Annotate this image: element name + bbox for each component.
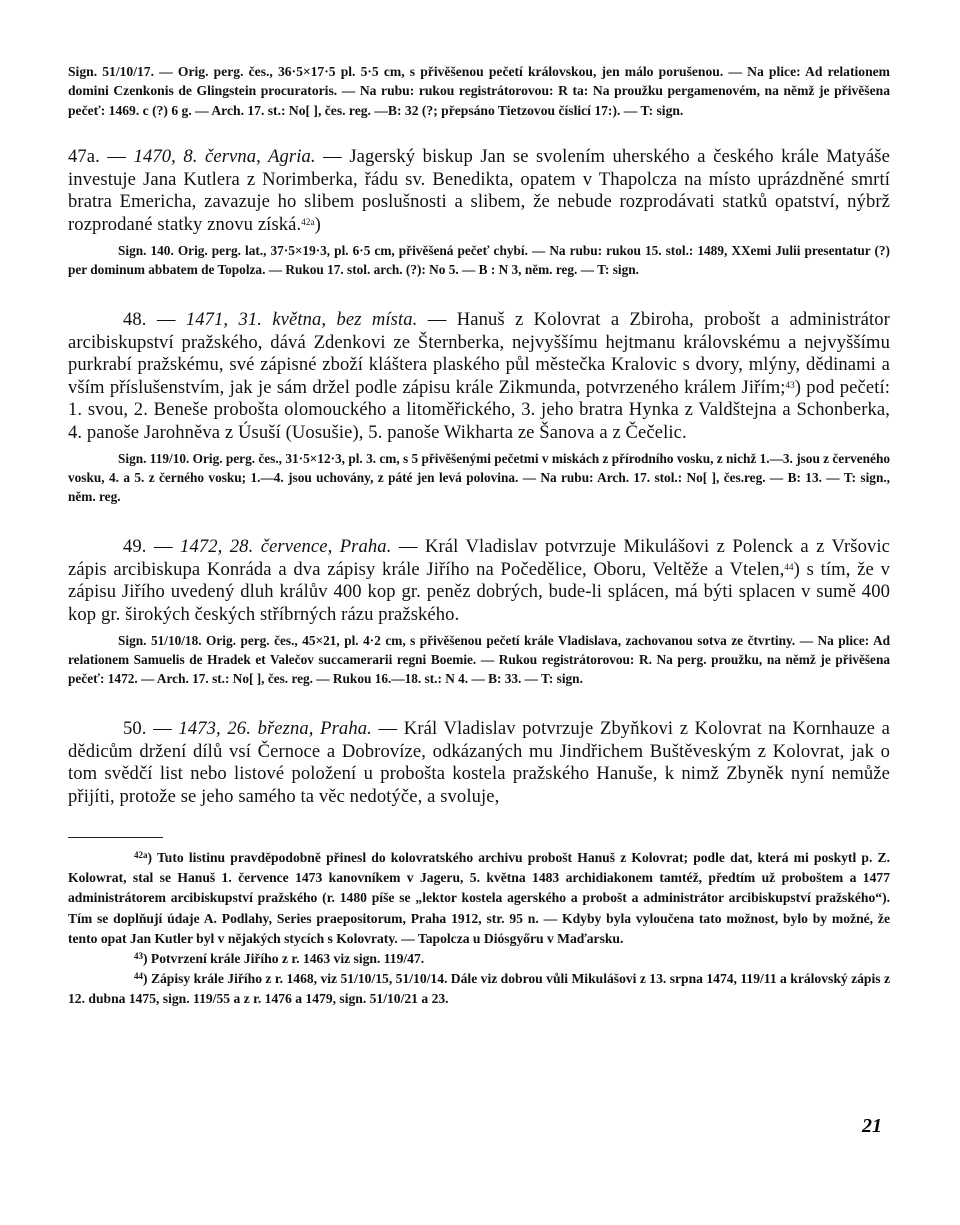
entry-archival-note: Sign. 140. Orig. perg. lat., 37·5×19·3, pl. 6·5 cm, přivěšená pečeť chybí. — Na rubu: rukou 15. stol.: 1489, XXemi Julii presentatur (?) per dominum abbatem de Topolza. — Rukou 17. stol. arch. (?): No 5. — B : N 3, něm. reg. — T: sign. (68, 242, 890, 277)
entry-49 (68, 536, 890, 688)
entry-text-end: ) s tím, že v zápisu Jiřího uvedený dluh králův 400 kop gr. peněz dobrých, bude-li splácen, má býti splacen v sumě 400 kop gr. širokých českých stříbrných rázu pražského. (68, 558, 890, 625)
footnote-text: ) Tuto listinu pravděpodobně přinesl do kolovratského archivu probošt Hanuš z Kolovrat; podle dat, která mi poskytl p. Z. Kolowrat, stal se Hanuš 1. července 1473 kanovníkem v Jageru, 5. května 1483 archidiakonem tamtéž, předtím už proboštem a 1477 administrátorem arcibiskupství pražského (r. 1480 píše se „lektor kostela agerského a probošt a administrátor arcibiskupství pražského“). Tím se doplňují údaje A. Podlahy, Series praepositorum, Praha 1912, str. 95 n. — Kdyby byla vyloučena tato možnost, bylo by možné, že tento opat Jan Kutler byl v nějakých stycích s Kolovraty. — Tapolcza u Diósgyőru v Maďarsku. (68, 850, 890, 946)
entry-text: Král Vladislav potvrzuje Zbyňkovi z Kolovrat na Kornhauze a dědicům držení dílů vsí Černoce a Dobrovíze, odkázaných mu Jindřichem Buštěveským z Kolovrat, jak o tom svědčí list nebo listové položení u probošta kostela pražského Hanuše, k nimž Zbyněk nyní nemůže přijíti, protože se jeho samého ta věc nedotýče, a svoluje, (68, 718, 890, 807)
entry-text-end: ) pod pečetí: 1. svou, 2. Beneše probošta olomouckého a litoměřického, 3. jeho bratra Hynka z Valdštejna a Schonberka, 4. panoše Jarohněva z Úsuší (Uosušie), 5. panoše Wikharta ze Šanova a z Čečelic. (68, 376, 890, 443)
footnote-mark: 42a (134, 850, 148, 861)
entry-regest: 49. — 1472, 28. července, Praha. — Král Vladislav potvrzuje Mikulášovi z Polenck a z Vršovic zápis arcibiskupa Konráda a dva zápisy krále Jiřího na Počedělice, Oboru, Veltěže a Vtelen,$^{44}$) s tím, že v zápisu Jiřího uvedený dluh králův 400 kop gr. peněz dobrých, bude-li splácen, má býti splacen v sumě 400 kop gr. širokých českých stříbrných rázu pražského. (68, 536, 890, 625)
footnote-ref[interactable]: 42a (301, 217, 315, 227)
footnote-mark: 44 (134, 971, 143, 982)
entry-date: 1473, 26. března, Praha. (178, 718, 372, 740)
entry-47a (68, 146, 890, 279)
entry-date: 1471, 31. května, bez místa. (185, 309, 418, 330)
entry-date: 1470, 8. června, Agria. (133, 146, 316, 168)
entry-text: Jagerský biskup Jan se svolením uherského a českého krále Matyáše investuje Jana Kutlera z Norimberka, řádu sv. Benedikta, opatem v Thapolcza na místo uprázdněné smrtí bratra Emericha, zavazuje ho slibem poslušnosti a slibem, že nebude rozprodávati statků opatství, nýbrž rozprodané statky znovu získá. (68, 146, 890, 235)
entry-48 (68, 309, 890, 506)
entry-archival-note: Sign. 51/10/18. Orig. perg. čes., 45×21, pl. 4·2 cm, s přivěšenou pečetí krále Vladislava, zachovanou sotva ze čtvrtiny. — Na plice: Ad relationem Samuelis de Hradek et Valečov succamerarii regni Boemie. — Rukou registrátorovou: R. Na perg. proužku, na němž je přivěšena pečeť: 1472. — Arch. 17. st.: No[ ], čes. reg. — Rukou 16.—18. st.: N 4. — B: 33. — T: sign. (68, 632, 890, 686)
entry-number: 49. (123, 536, 147, 558)
entry-text-end: ) (314, 214, 321, 235)
page-body (68, 62, 890, 1010)
footnote-mark: 43 (134, 951, 143, 962)
footnote-ref[interactable]: 44 (784, 561, 794, 572)
footnote-42a (68, 848, 890, 949)
previous-entry-archival-note: Sign. 51/10/17. — Orig. perg. čes., 36·5×17·5 pl. 5·5 cm, s přivěšenou pečetí královskou, jen málo porušenou. — Na plice: Ad relationem domini Czenkonis de Glingstein procuratoris. — Na rubu: rukou registrátorovou: R ta: Na proužku pergamenovém, na němž je přivěšena pečeť: 1469. c (?) 6 g. — Arch. 17. st.: No[ ], čes. reg. —B: 32 (?; přepsáno Tietzovou číslicí 17:). — T: sign. (68, 64, 890, 118)
footnote-43 (68, 949, 890, 969)
entry-regest: 47a. — 1470, 8. června, Agria. — Jagerský biskup Jan se svolením uherského a českého krále Matyáše investuje Jana Kutlera z Norimberka, řádu sv. Benedikta, opatem v Thapolcza na místo uprázdněné smrtí bratra Emericha, zavazuje ho slibem poslušnosti a slibem, že nebude rozprodávati statků opatství, nýbrž rozprodané statky znovu získá.$^{42a}$) (68, 146, 890, 235)
entry-archival-note: Sign. 119/10. Orig. perg. čes., 31·5×12·3, pl. 3. cm, s 5 přivěšenými pečetmi v miskách z přírodního vosku, z nichž 1.—3. jsou z červeného vosku, 4. a 5. z černého vosku; 1.—4. jsou uchovány, z páté jen levá polovina. — Na rubu: Arch. 17. stol.: No[ ], čes.reg. — B: 13. — T: sign., něm. reg. (68, 450, 890, 504)
entry-date: 1472, 28. července, Praha. (180, 536, 392, 558)
entry-number: 47a. (68, 146, 100, 168)
footnote-text: ) Potvrzení krále Jiřího z r. 1463 viz sign. 119/47. (143, 951, 425, 967)
entry-regest: 48. — 1471, 31. května, bez místa. — Hanuš z Kolovrat a Zbiroha, probošt a administrátor arcibiskupství pražského, dává Zdenkovi ze Šternberka, nejvyššímu hejtmanu královskému a nejvyššímu purkrabí pražskému, své zápisné zboží kláštera plaského půl městečka Kralovic s dvory, mlýny, dědinami a vším příslušenstvím, jak je sám držel podle zápisu krále Zikmunda, potvrzeného králem Jiřím;$^{43}$) pod pečetí: 1. svou, 2. Beneše probošta olomouckého a litoměřického, 3. jeho bratra Hynka z Valdštejna a Schonberka, 4. panoše Jarohněva z Úsuší (Uosušie), 5. panoše Wikharta ze Šanova a z Čečelic. (68, 309, 890, 443)
entry-number: 50. (123, 718, 147, 740)
entry-number: 48. (123, 309, 147, 330)
footnote-44 (68, 969, 890, 1009)
entry-text: Hanuš z Kolovrat a Zbiroha, probošt a administrátor arcibiskupství pražského, dává Zdenkovi ze Šternberka, nejvyššímu hejtmanu královskému a nejvyššímu purkrabí pražskému, své zápisné zboží kláštera plaského půl městečka Kralovic s dvory, mlýny, dědinami a vším příslušenstvím, jak je sám držel podle zápisu krále Zikmunda, potvrzeného králem Jiřím; (68, 309, 890, 398)
footnote-text: ) Zápisy krále Jiřího z r. 1468, viz 51/10/15, 51/10/14. Dále viz dobrou vůli Mikulášovi z 13. srpna 1474, 119/11 a královský zápis z 12. dubna 1475, sign. 119/55 a z r. 1476 a 1479, sign. 51/10/21 a 23. (68, 971, 890, 1007)
entry-50 (68, 718, 890, 808)
entry-text: Král Vladislav potvrzuje Mikulášovi z Polenck a z Vršovic zápis arcibiskupa Konráda a dva zápisy krále Jiřího na Počedělice, Oboru, Veltěže a Vtelen, (68, 536, 890, 580)
footnotes (68, 837, 890, 1010)
footnote-divider (68, 837, 163, 839)
footnote-ref[interactable]: 43 (785, 379, 795, 390)
entry-regest: 50. — 1473, 26. března, Praha. — Král Vladislav potvrzuje Zbyňkovi z Kolovrat na Kornhauze a dědicům držení dílů vsí Černoce a Dobrovíze, odkázaných mu Jindřichem Buštěveským z Kolovrat, jak o tom svědčí list nebo listové položení u probošta kostela pražského Hanuše, k nimž Zbyněk nyní nemůže přijíti, protože se jeho samého ta věc nedotýče, a svoluje, (68, 718, 890, 807)
page-number: 21 (862, 1115, 882, 1137)
